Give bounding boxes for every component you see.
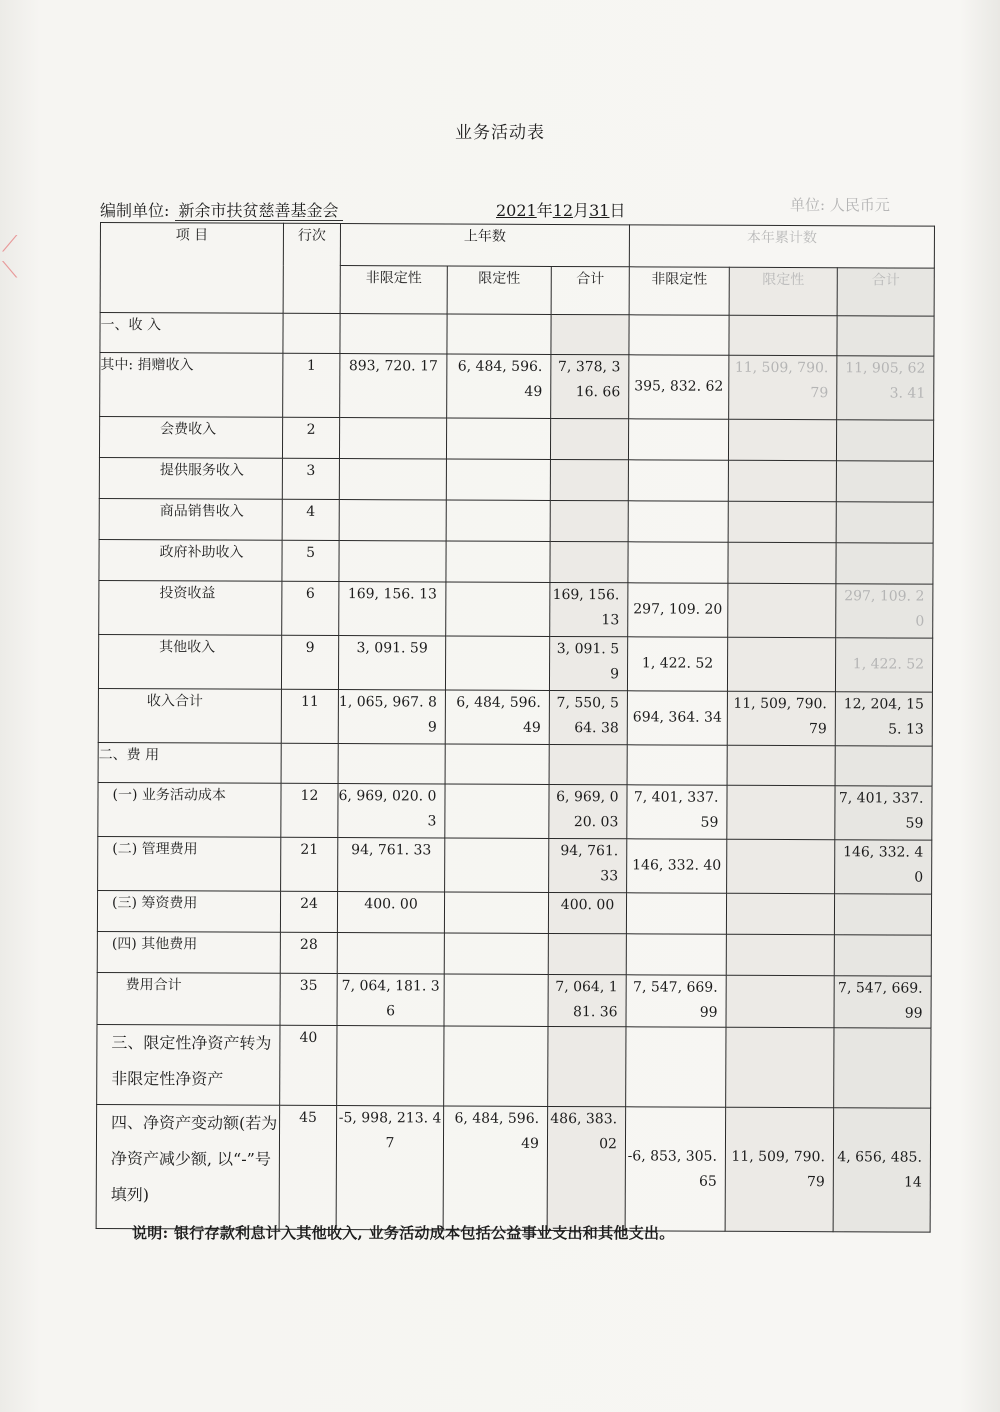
date-year-suffix: 年 [536, 201, 553, 220]
table-row [98, 634, 932, 692]
prev-restricted [445, 838, 549, 892]
row-no: 35 [280, 973, 337, 1025]
cur-unrestricted: 694, 364. 34 [627, 691, 727, 745]
prev-unrestricted [337, 933, 444, 974]
cur-total [836, 502, 933, 543]
prev-unrestricted: 7, 064, 181. 36 [337, 974, 444, 1026]
cur-restricted [727, 745, 835, 785]
row-item: (二) 管理费用 [98, 836, 281, 891]
activity-table [96, 222, 935, 1233]
cur-total [834, 894, 931, 935]
prev-total: 400. 00 [548, 892, 626, 933]
cur-total: 1, 422. 52 [835, 638, 932, 692]
footnote: 说明: 银行存款利息计入其他收入, 业务活动成本包括公益事业支出和其他支出。 [132, 1224, 675, 1242]
cur-restricted [728, 542, 836, 583]
date-year: 2021 [496, 201, 537, 220]
cur-unrestricted [629, 315, 729, 355]
table-row [98, 742, 932, 786]
cur-total: 297, 109. 20 [836, 584, 933, 638]
table-row [98, 688, 932, 746]
prev-restricted [446, 500, 550, 541]
prev-restricted [446, 582, 550, 636]
header-rowno: 行次 [283, 223, 340, 313]
table-row [98, 782, 932, 840]
prev-total [550, 459, 628, 500]
prev-restricted [446, 541, 550, 582]
cur-total [835, 746, 932, 786]
prev-total [550, 418, 628, 459]
row-no: 4 [282, 499, 339, 540]
row-item: 二、费 用 [98, 742, 281, 783]
prev-unrestricted [340, 314, 447, 354]
prev-restricted [445, 744, 549, 784]
cur-restricted [726, 975, 834, 1027]
row-item: 其他收入 [98, 634, 281, 689]
cur-unrestricted: 395, 832. 62 [629, 355, 729, 419]
cur-restricted: 11, 509, 790. 79 [729, 355, 837, 419]
date-month: 12 [552, 201, 574, 220]
prev-total: 7, 064, 181. 36 [548, 974, 626, 1026]
prev-restricted [444, 1026, 548, 1106]
cur-unrestricted [626, 893, 726, 934]
row-no [283, 313, 340, 353]
cur-restricted [726, 934, 834, 975]
org-name: 新余市扶贫慈善基金会 [175, 201, 343, 221]
prev-total: 94, 761. 33 [549, 838, 627, 892]
org-line [100, 198, 343, 221]
prev-unrestricted [338, 744, 445, 784]
table-row [97, 931, 931, 976]
row-no: 11 [281, 689, 338, 743]
row-no: 1 [283, 353, 340, 417]
table-row [99, 498, 933, 543]
prev-unrestricted [339, 459, 446, 500]
prev-restricted [445, 636, 549, 690]
date-month-suffix: 月 [573, 201, 590, 220]
prev-total [551, 314, 629, 354]
cur-total: 7, 401, 337. 59 [835, 786, 932, 840]
row-no: 45 [279, 1105, 337, 1229]
cur-unrestricted [626, 934, 726, 975]
table-row [100, 313, 934, 357]
row-item: 四、净资产变动额(若为净资产减少额, 以“-”号填列) [96, 1104, 280, 1229]
prev-total: 486, 383. 02 [547, 1106, 626, 1230]
cur-unrestricted [628, 419, 728, 460]
table-row [99, 539, 933, 584]
prev-unrestricted: 169, 156. 13 [339, 582, 446, 636]
cur-total: 146, 332. 40 [835, 840, 932, 894]
cur-unrestricted [628, 501, 728, 542]
cur-restricted [728, 460, 836, 501]
prev-unrestricted [339, 500, 446, 541]
row-item: 费用合计 [97, 972, 280, 1025]
header-this-year: 本年累计数 [629, 225, 934, 268]
prev-unrestricted: 6, 969, 020. 03 [338, 784, 445, 838]
row-item: 收入合计 [98, 688, 281, 743]
row-no: 21 [281, 837, 338, 891]
cur-restricted: 11, 509, 790. 79 [727, 691, 835, 745]
cur-unrestricted: 7, 547, 669. 99 [626, 975, 726, 1027]
row-item: 三、限定性净资产转为非限定性净资产 [97, 1024, 280, 1105]
prev-total [550, 500, 628, 541]
prev-total [548, 933, 626, 974]
prev-total: 7, 550, 564. 38 [549, 690, 627, 744]
header-item: 项 目 [100, 223, 283, 314]
row-no: 12 [281, 783, 338, 837]
cur-total [836, 420, 933, 461]
prev-restricted [445, 784, 549, 838]
cur-restricted [727, 637, 835, 691]
row-item: 提供服务收入 [99, 457, 282, 499]
cur-unrestricted: 7, 401, 337. 59 [627, 785, 727, 839]
row-no: 2 [282, 417, 339, 458]
row-item: (三) 筹资费用 [97, 890, 280, 932]
prev-restricted: 6, 484, 596. 49 [443, 1106, 548, 1230]
table-row [100, 353, 934, 421]
date-day-suffix: 日 [609, 201, 626, 220]
cur-restricted [726, 893, 834, 934]
prev-restricted [444, 933, 548, 974]
row-no: 9 [281, 635, 338, 689]
cur-unrestricted: 297, 109. 20 [628, 583, 728, 637]
table-row [97, 1024, 931, 1108]
cur-total: 4, 656, 485. 14 [833, 1108, 931, 1232]
prev-unrestricted: 893, 720. 17 [340, 354, 447, 418]
prev-unrestricted [339, 418, 446, 459]
row-item: 其中: 捐赠收入 [100, 353, 283, 418]
table-row [99, 580, 933, 638]
prev-unrestricted: 3, 091. 59 [338, 636, 445, 690]
header-prev-restricted: 限定性 [447, 266, 551, 314]
cur-unrestricted [627, 745, 727, 785]
prev-restricted [446, 418, 550, 459]
prev-unrestricted: 1, 065, 967. 89 [338, 690, 445, 744]
prev-total [550, 541, 628, 582]
row-item: (一) 业务活动成本 [98, 782, 281, 837]
header-cur-restricted: 限定性 [729, 267, 837, 315]
cur-total [836, 461, 933, 502]
cur-unrestricted [628, 542, 728, 583]
prev-total [548, 1026, 626, 1106]
header-prev-unrestricted: 非限定性 [340, 266, 447, 314]
row-no: 6 [282, 581, 339, 635]
header-prev-total: 合计 [551, 266, 629, 314]
prev-total [549, 744, 627, 784]
cur-restricted [728, 583, 836, 637]
prev-restricted: 6, 484, 596. 49 [447, 354, 551, 418]
cur-restricted [727, 785, 835, 839]
prev-total: 3, 091. 59 [549, 636, 627, 690]
cur-total [834, 1028, 931, 1108]
prev-restricted [444, 974, 548, 1026]
header-cur-unrestricted: 非限定性 [629, 267, 729, 315]
header-cur-total: 合计 [837, 268, 934, 316]
cur-restricted [728, 501, 836, 542]
cur-unrestricted: 1, 422. 52 [627, 637, 727, 691]
cur-total: 7, 547, 669. 99 [834, 976, 931, 1028]
row-item: 投资收益 [99, 580, 282, 635]
page-title: 业务活动表 [455, 123, 545, 143]
currency-unit: 单位: 人民币元 [790, 196, 890, 214]
prev-total: 7, 378, 316. 66 [551, 354, 629, 418]
cur-total [834, 935, 931, 976]
prev-restricted [444, 892, 548, 933]
prev-restricted [447, 314, 551, 354]
prev-unrestricted: 94, 761. 33 [338, 838, 445, 892]
cur-total: 12, 204, 155. 13 [835, 692, 932, 746]
cur-unrestricted: -6, 853, 305. 65 [625, 1107, 726, 1231]
row-no: 5 [282, 540, 339, 581]
prev-restricted: 6, 484, 596. 49 [445, 690, 549, 744]
prev-unrestricted: -5, 998, 213. 47 [336, 1106, 444, 1230]
row-item: 会费收入 [99, 417, 282, 459]
table-row [99, 457, 933, 502]
prev-unrestricted [337, 1026, 444, 1106]
cur-unrestricted: 146, 332. 40 [627, 839, 727, 893]
row-item: (四) 其他费用 [97, 931, 280, 973]
row-no: 40 [280, 1025, 337, 1105]
report-date [496, 198, 625, 221]
date-day: 31 [589, 201, 610, 220]
prev-unrestricted: 400. 00 [337, 892, 444, 933]
org-label: 编制单位: [100, 201, 170, 220]
cur-restricted [729, 315, 837, 355]
row-item: 政府补助收入 [99, 539, 282, 581]
cur-restricted [727, 839, 835, 893]
cur-unrestricted [628, 460, 728, 501]
row-item: 商品销售收入 [99, 498, 282, 540]
cur-total [836, 543, 933, 584]
cur-total: 11, 905, 623. 41 [837, 356, 934, 420]
table-row [99, 417, 933, 462]
prev-restricted [446, 459, 550, 500]
row-no [281, 743, 338, 783]
cur-total [837, 316, 934, 356]
row-no: 24 [280, 891, 337, 932]
prev-total: 169, 156. 13 [550, 582, 628, 636]
row-no: 3 [282, 458, 339, 499]
row-no: 28 [280, 932, 337, 973]
row-item: 一、收 入 [100, 313, 283, 354]
cur-restricted: 11, 509, 790. 79 [725, 1107, 834, 1231]
cur-restricted [726, 1027, 834, 1107]
table-row [97, 890, 931, 935]
header-prev-year: 上年数 [340, 224, 629, 267]
table-row [96, 1104, 931, 1232]
table-row [98, 836, 932, 894]
cur-unrestricted [626, 1027, 726, 1107]
prev-unrestricted [339, 541, 446, 582]
prev-total: 6, 969, 020. 03 [549, 784, 627, 838]
red-pen-mark: ⟋ ⟍ [2, 232, 18, 283]
cur-restricted [728, 419, 836, 460]
table-row [97, 972, 931, 1028]
